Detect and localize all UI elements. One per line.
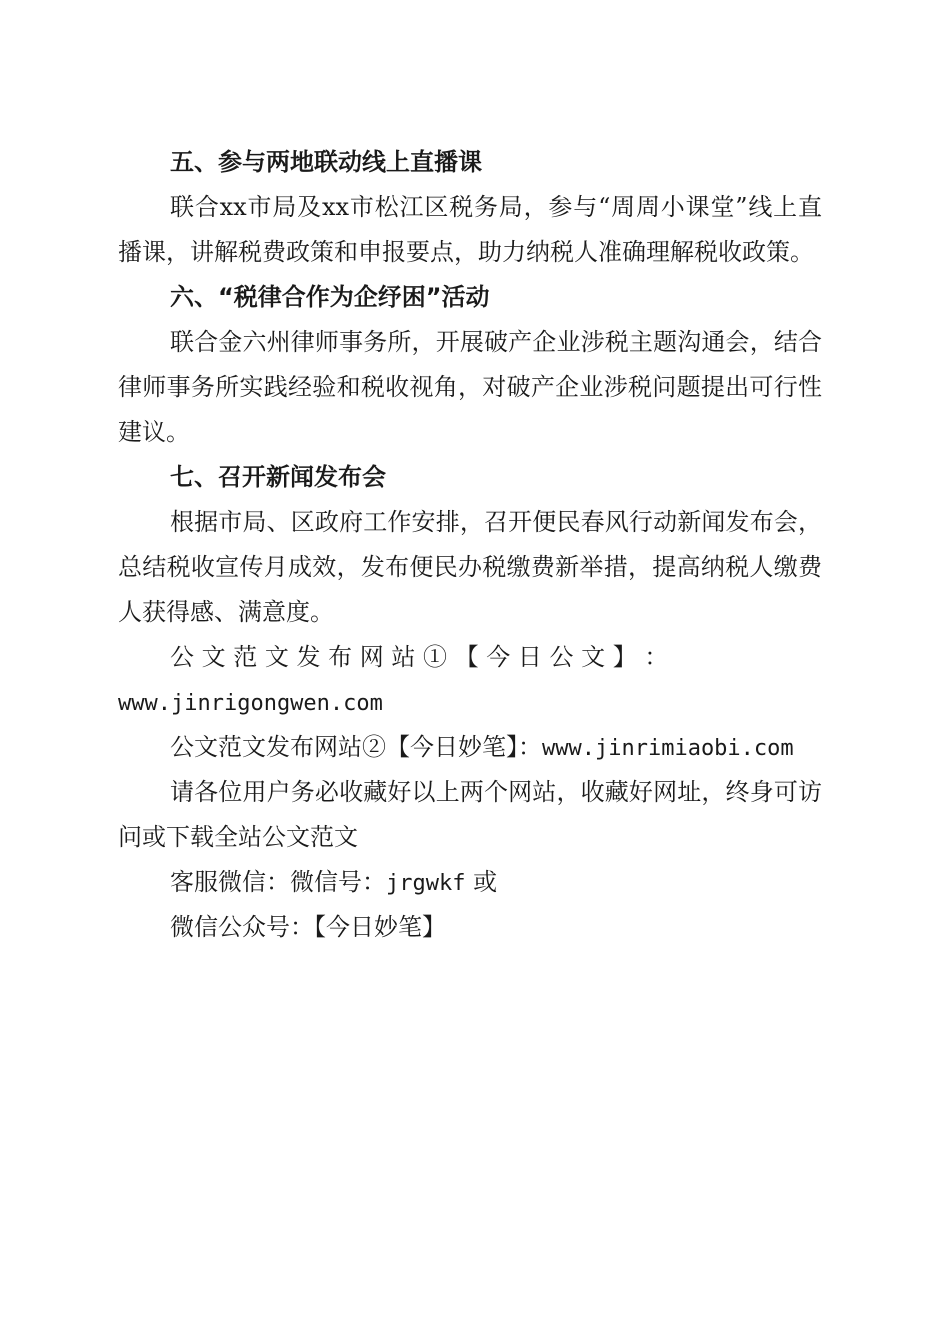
site2-url[interactable]: www.jinrimiaobi.com (542, 736, 794, 761)
section-heading-6: 六、“税律合作为企纾困”活动 (170, 283, 490, 311)
document-page (118, 140, 822, 950)
section-heading-7: 七、召开新闻发布会 (170, 463, 386, 491)
service-id: jrgwkf (386, 871, 466, 896)
service-label: 客服微信：微信号： (170, 868, 386, 896)
bookmark-notice: 请各位用户务必收藏好以上两个网站，收藏好网址，终身可访问或下载全站公文范文 (118, 778, 822, 851)
site1-url[interactable] (118, 680, 822, 725)
section-body-7: 根据市局、区政府工作安排，召开便民春风行动新闻发布会，总结税收宣传月成效，发布便民办税缴费新举措，提高纳税人缴费人获得感、满意度。 (118, 508, 822, 626)
section-body-6: 联合金六州律师事务所，开展破产企业涉税主题沟通会，结合律师事务所实践经验和税收视角，对破产企业涉税问题提出可行性建议。 (118, 328, 822, 446)
section-heading-5: 五、参与两地联动线上直播课 (170, 148, 482, 176)
site1-label: 公 文 范 文 发 布 网 站 ① 【 今 日 公 文 】 ： (170, 643, 669, 671)
service-line (118, 860, 822, 905)
site1-url-text[interactable]: www.jinrigongwen.com (118, 691, 383, 716)
site2-label: 公文范文发布网站②【今日妙笔】： (170, 733, 542, 761)
section-body-5: 联合xx市局及xx市松江区税务局，参与“周周小课堂”线上直播课，讲解税费政策和申报要点，助力纳税人准确理解税收政策。 (118, 193, 822, 266)
site2-line (118, 725, 822, 770)
public-account: 微信公众号：【今日妙笔】 (170, 913, 446, 941)
service-or: 或 (473, 868, 498, 896)
